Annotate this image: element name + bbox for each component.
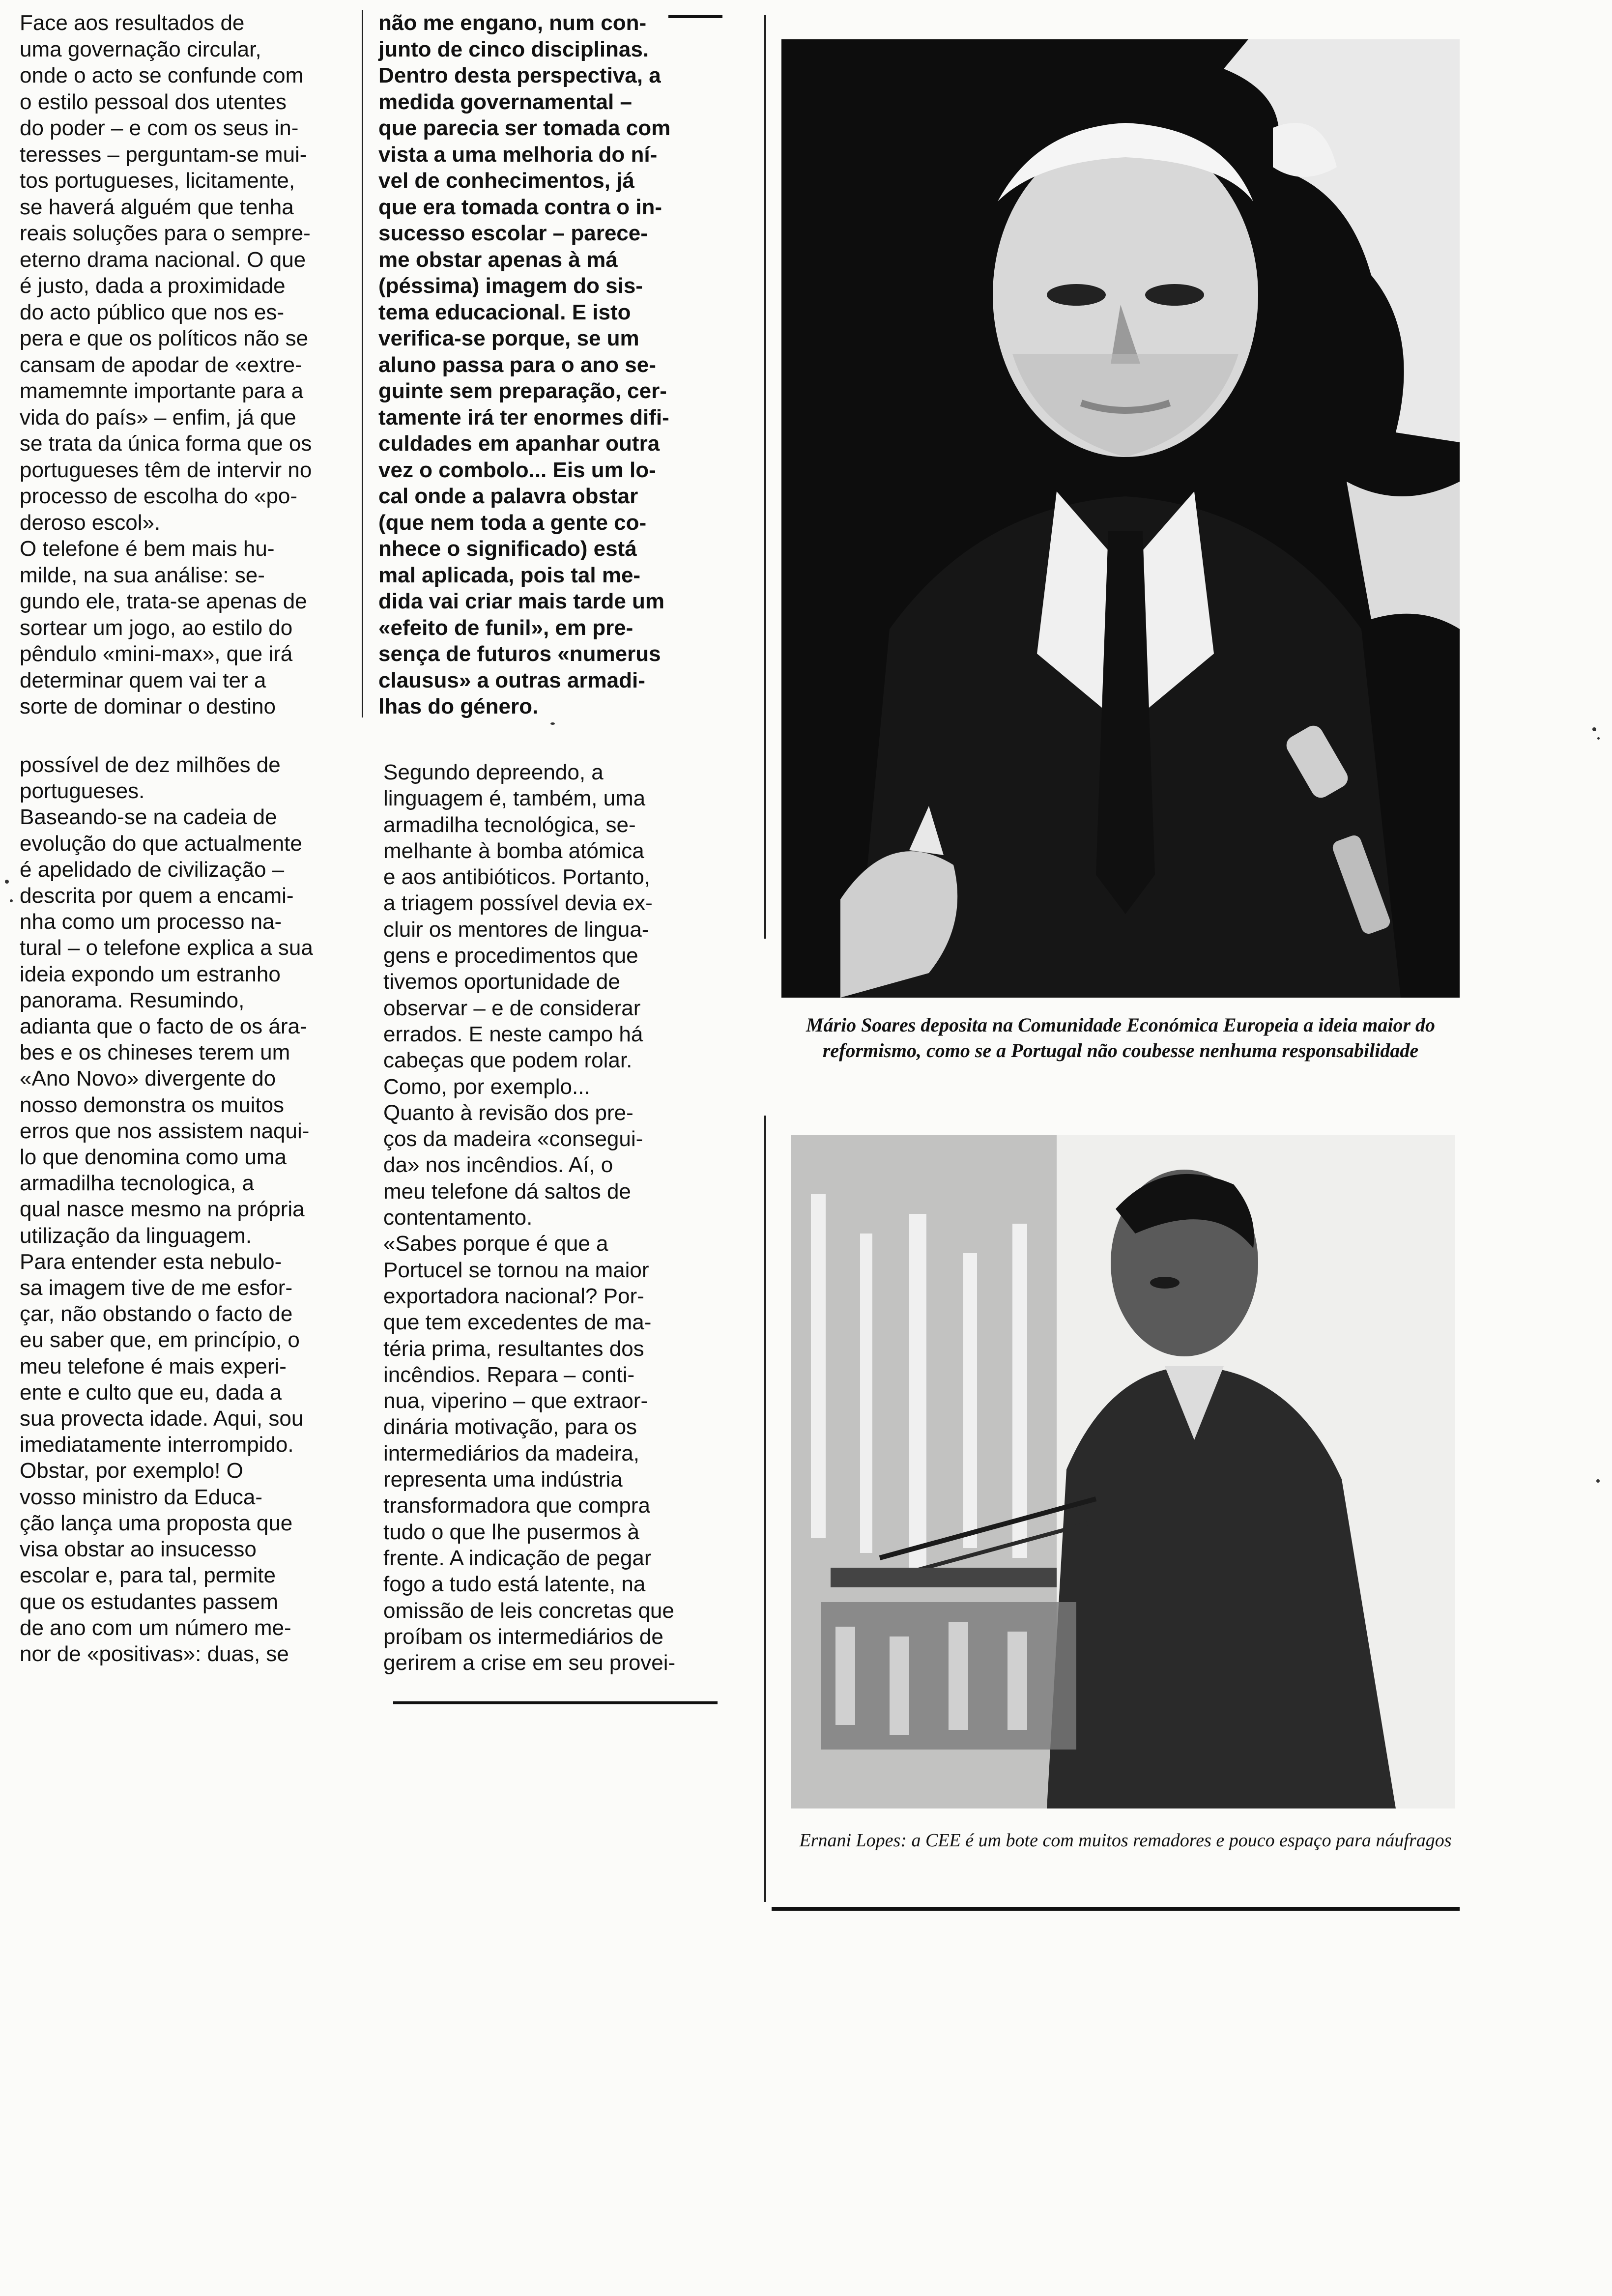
top-mark (668, 15, 722, 18)
speaker-photo-icon (791, 1135, 1455, 1808)
paragraph: Segundo depreendo, a linguagem é, também, uma armadilha tecnológica, se- melhante à bomba atómica e aos antibióticos. Portanto, a triagem possível devia ex- cluir os mentores de lingua- gens e procedimentos que tivemos oportunidade de observar – e de considerar errados. E neste campo há cabeças que podem rolar. Como, por exemplo... Quanto à revisão dos pre- ços da madeira «consegui- da» nos incêndios. Aí, o meu telefone dá saltos de contentamento. «Sabes porque é que a Portucel se tornou na maior exportadora nacional? Por- que tem excedentes de ma- téria prima, resultantes dos incêndios. Repara – conti- nua, viperino – que extraor- dinária motivação, para os intermediários da madeira, representa uma indústria transformadora que compra tudo o que lhe pusermos à frente. A indicação de pegar fogo a tudo está latente, na omissão de leis concretas que proíbam os intermediários de gerirem a crise em seu provei- (383, 760, 676, 1675)
scan-speck (5, 880, 9, 884)
paragraph: não me engano, num con- junto de cinco disciplinas. Dentro desta perspectiva, a medida governamental – que parecia ser tomada com vista a uma melhoria do ní- vel de conhecimentos, já que era tomada contra o in- sucesso escolar – parece- me obstar apenas à má (péssima) imagem do sis- tema educacional. E isto verifica-se porque, se um aluno passa para o ano se- guinte sem preparação, cer- tamente irá ter enormes difi- culdades em apanhar outra vez o combolo... Eis um lo- cal onde a palavra obstar (que nem toda a gente co- nhece o significado) está mal aplicada, pois tal me- dida vai criar mais tarde um «efeito de funil», em pre- sença de futuros «numerus clausus» a outras armadi- lhas do género. (378, 11, 671, 718)
column-divider (764, 15, 766, 939)
scan-speck (1592, 727, 1596, 731)
page-bottom-rule (772, 1907, 1460, 1911)
photo-caption: Mário Soares deposita na Comunidade Económica Europeia a ideia maior do reformismo, como se a Portugal não coubesse nenhuma responsabilidade (806, 1014, 1436, 1062)
photo-portrait (781, 39, 1460, 998)
scan-speck (10, 899, 13, 902)
portrait-photo-icon (781, 39, 1460, 998)
scan-speck (1597, 737, 1600, 740)
column-divider (362, 10, 363, 718)
photo-caption: Ernani Lopes: a CEE é um bote com muitos remadores e pouco espaço para náufragos (799, 1830, 1452, 1851)
article-column-2-lower (383, 759, 708, 1676)
article-column-1-upper (20, 10, 349, 720)
column-divider (764, 1116, 766, 1902)
photo-speaker (791, 1135, 1455, 1808)
article-column-2-upper (378, 10, 703, 720)
paragraph: Face aos resultados de uma governação circular, onde o acto se confunde com o estilo pessoal dos utentes do poder – e com os seus in- teresses – perguntam-se mui- tos portugueses, licitamente, se haverá alguém que tenha reais soluções para o sempre- eterno drama nacional. O que é justo, dada a proximidade do acto público que nos es- pera e que os políticos não se cansam de apodar de «extre- mamemnte importante para a vida do país» – enfim, já que se trata da única forma que os portugueses têm de intervir no processo de escolha do «po- deroso escol». O telefone é bem mais hu- milde, na sua análise: se- gundo ele, trata-se apenas de sortear um jogo, ao estilo do pêndulo «mini-max», que irá determinar quem vai ter a sorte de dominar o destino (20, 11, 312, 718)
scan-speck (550, 722, 555, 725)
article-rule (393, 1701, 718, 1704)
scan-speck (1596, 1479, 1600, 1483)
article-column-1-lower (20, 752, 354, 1667)
paragraph: possível de dez milhões de portugueses. Baseando-se na cadeia de evolução do que actualmente é apelidado de civilização – descrita por quem a encami- nha como um processo na- tural – o telefone explica a sua ideia expondo um estranho panorama. Resumindo, adianta que o facto de os ára- bes e os chineses terem um «Ano Novo» divergente do nosso demonstra os muitos erros que nos assistem naqui- lo que denomina como uma armadilha tecnologica, a qual nasce mesmo na própria utilização da linguagem. Para entender esta nebulo- sa imagem tive de me esfor- çar, não obstando o facto de eu saber que, em princípio, o meu telefone é mais experi- ente e culto que eu, dada a sua provecta idade. Aqui, sou imediatamente interrompido. Obstar, por exemplo! O vosso ministro da Educa- ção lança uma proposta que visa obstar ao insucesso escolar e, para tal, permite que os estudantes passem de ano com um número me- nor de «positivas»: duas, se (20, 753, 313, 1666)
